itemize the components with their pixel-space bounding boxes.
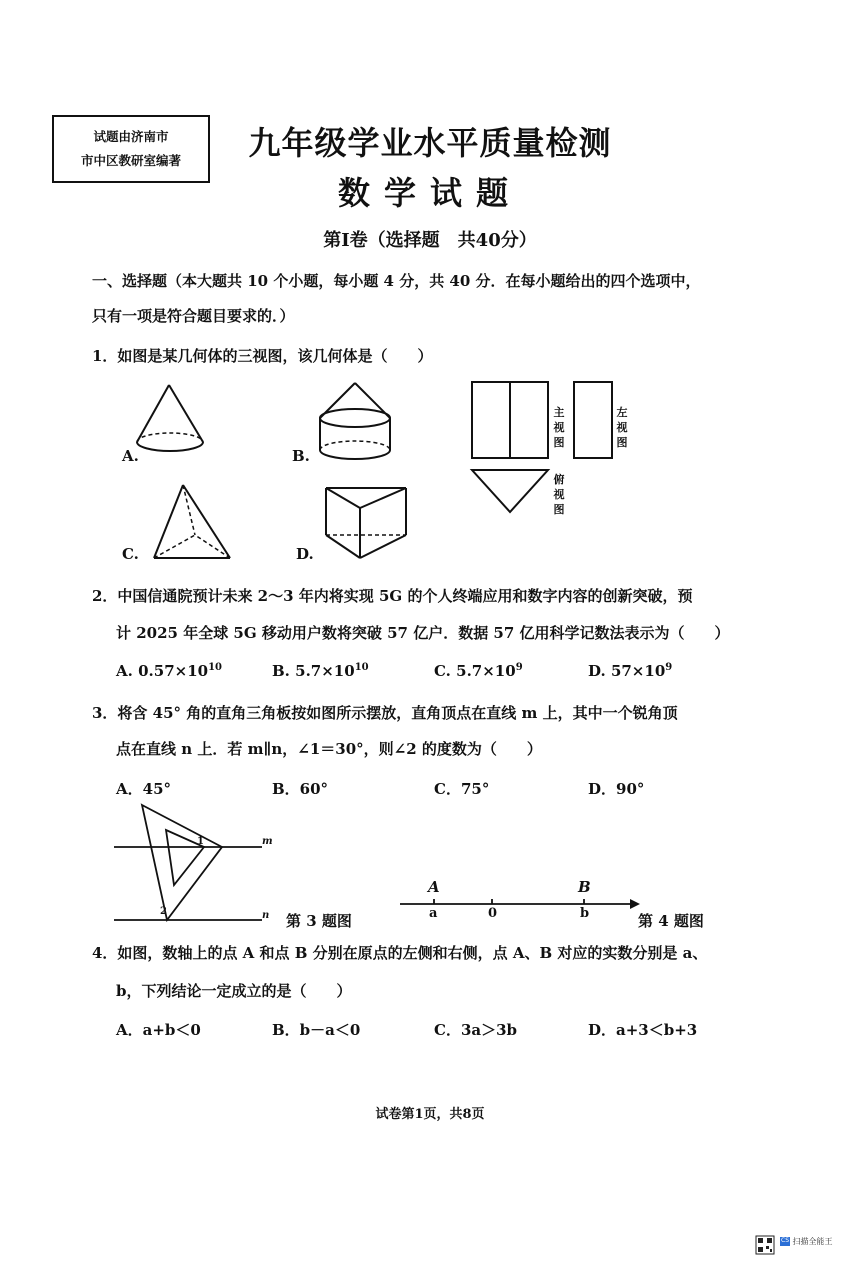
scanner-name: 扫描全能王 [792, 1237, 833, 1246]
stamp-line-1: 试题由济南市 [93, 129, 169, 144]
q2-line-1: 2．中国信通院预计未来 2～3 年内将实现 5G 的个人终端应用和数字内容的创新突破，预 [92, 587, 693, 605]
q1-option-a-label: A. [122, 447, 139, 465]
page-footer: 试卷第1页，共8页 [375, 1107, 485, 1122]
exam-title: 九年级学业水平质量检测 [248, 124, 612, 162]
q3-line-1: 3．将含 45° 角的直角三角板按如图所示摆放，直角顶点在直线 m 上，其中一个锐角顶 [92, 704, 678, 722]
q1-front-view-label: 主视图 [553, 406, 565, 449]
q4-option-c: C．3a＞3b [434, 1021, 518, 1039]
q2-option-b: B. $5.7\times 10^{10}$ [272, 662, 369, 680]
q4-option-b: B．b－a＜0 [272, 1021, 361, 1039]
instructions-line-2: 只有一项是符合题目要求的．） [92, 307, 295, 325]
q4-value-b-label: b [580, 906, 590, 921]
q1-option-b-label: B. [292, 447, 310, 465]
section-title: 第Ⅰ卷（选择题 共40分） [323, 230, 537, 251]
q1-option-b-cone-cylinder [312, 380, 422, 470]
subject-title: 数学试题 [337, 174, 522, 212]
q4-point-a-label: A [428, 878, 440, 896]
q3-figure-caption: 第 3 题图 [286, 912, 352, 930]
q1-top-view-label: 俯视图 [553, 473, 565, 516]
q4-line-1: 4．如图，数轴上的点 A 和点 B 分别在原点的左侧和右侧，点 A、B 对应的实数分别是 a、 [92, 944, 708, 962]
q3-option-d: D．90° [588, 780, 645, 798]
q3-line-m-label: m [262, 836, 273, 847]
q2-line-2: 计 2025 年全球 5G 移动用户数将突破 57 亿户．数据 57 亿用科学记数法表示为（ ） [116, 624, 730, 642]
scanner-watermark [780, 1236, 833, 1247]
q1-option-d-prism [320, 480, 420, 570]
q2-option-a: A. $0.57\times 10^{10}$ [116, 662, 223, 680]
q4-option-a: A．a+b＜0 [116, 1021, 201, 1039]
q3-angle-1-label: 1 [197, 836, 204, 847]
q4-option-d: D．a+3＜b+3 [588, 1021, 698, 1039]
q4-zero-label: 0 [488, 906, 498, 921]
q4-figure-caption: 第 4 题图 [638, 912, 704, 930]
q1-option-d-label: D. [296, 545, 314, 563]
q2-option-c: C. $5.7\times 10^9$ [434, 662, 523, 680]
q1-stem: 1．如图是某几何体的三视图，该几何体是（ ） [92, 347, 433, 365]
q1-option-c-pyramid [150, 480, 250, 570]
instructions-line-1: 一、选择题（本大题共 10 个小题，每小题 4 分，共 40 分．在每小题给出的四个选项中， [92, 272, 701, 290]
q3-option-c: C．75° [434, 780, 490, 798]
q3-line-n-label: n [262, 910, 270, 921]
qr-code-icon [756, 1236, 774, 1254]
q4-value-a-label: a [429, 906, 438, 921]
q3-line-2: 点在直线 n 上．若 m∥n，∠1＝30°，则∠2 的度数为（ ） [116, 740, 542, 758]
scanner-logo-icon: CS [781, 1237, 789, 1244]
q1-left-view-label: 左视图 [616, 406, 628, 449]
q3-figure [112, 800, 272, 925]
q4-line-2: b，下列结论一定成立的是（ ） [116, 982, 352, 1000]
stamp-line-2: 市中区教研室编著 [80, 153, 181, 168]
q3-option-a: A．45° [116, 780, 172, 798]
q1-option-c-label: C. [122, 545, 139, 563]
q3-option-b: B．60° [272, 780, 329, 798]
q4-point-b-label: B [578, 878, 591, 896]
q3-angle-2-label: 2 [160, 906, 167, 917]
q2-option-d: D. $57\times 10^9$ [588, 662, 673, 680]
